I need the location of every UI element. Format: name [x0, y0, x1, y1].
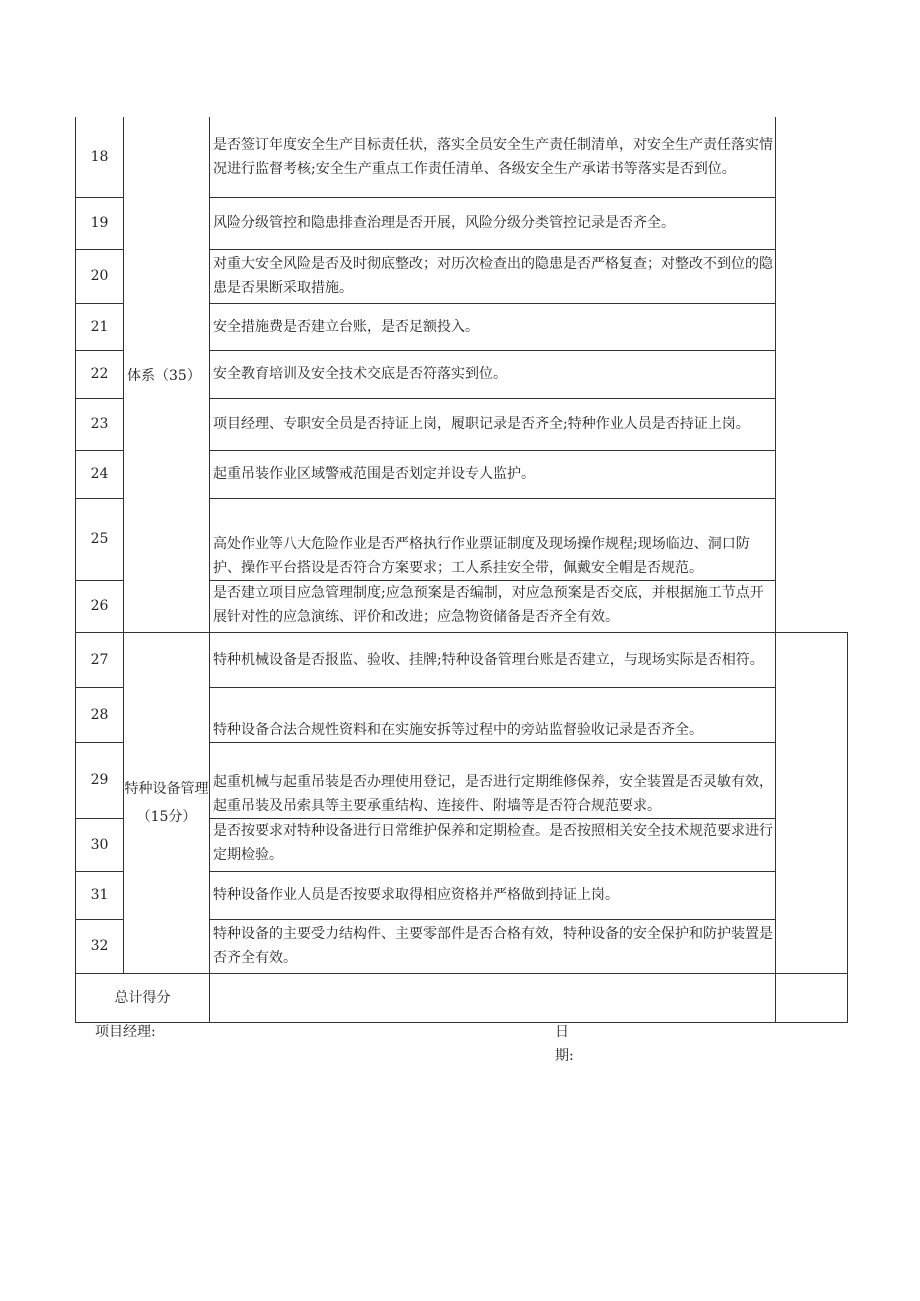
score-cell[interactable]	[776, 632, 848, 973]
check-item: 特种机械设备是否报监、验收、挂牌;特种设备管理台账是否建立，与现场实际是否相符。	[210, 632, 776, 687]
row-number: 24	[76, 450, 124, 498]
check-item: 风险分级管控和隐患排查治理是否开展，风险分级分类管控记录是否齐全。	[210, 197, 776, 249]
check-item: 项目经理、专职安全员是否持证上岗，履职记录是否齐全;特种作业人员是否持证上岗。	[210, 398, 776, 450]
total-row	[76, 973, 848, 1022]
date-label: 日期:	[555, 1024, 574, 1064]
table-row	[76, 632, 848, 687]
category-cell	[124, 117, 210, 632]
total-value-cell[interactable]	[210, 973, 776, 1022]
project-manager-label: 项目经理:	[95, 1024, 156, 1040]
row-number: 25	[76, 498, 124, 580]
row-number: 30	[76, 818, 124, 871]
check-item: 起重吊装作业区域警戒范围是否划定并设专人监护。	[210, 450, 776, 498]
category-label: 体系（35）	[127, 368, 201, 385]
inspection-table	[75, 117, 848, 1023]
row-number: 18	[76, 117, 124, 197]
check-item: 起重机械与起重吊装是否办理使用登记，是否进行定期维修保养，安全装置是否灵敏有效，起重吊装及吊索具等主要承重结构、连接件、附墙等是否符合规范要求。	[210, 742, 776, 818]
check-item: 高处作业等八大危险作业是否严格执行作业票证制度及现场操作规程;现场临边、洞口防护、操作平台搭设是否符合方案要求；工人系挂安全带，佩戴安全帽是否规范。	[210, 498, 776, 580]
check-item: 对重大安全风险是否及时彻底整改；对历次检查出的隐患是否严格复查；对整改不到位的隐患是否果断采取措施。	[210, 249, 776, 303]
row-number: 28	[76, 687, 124, 742]
row-number: 23	[76, 398, 124, 450]
score-cell[interactable]	[776, 117, 848, 632]
row-number: 29	[76, 742, 124, 818]
row-number: 21	[76, 303, 124, 350]
row-number: 19	[76, 197, 124, 249]
check-item: 安全措施费是否建立台账，是否足额投入。	[210, 303, 776, 350]
check-item: 是否按要求对特种设备进行日常维护保养和定期检查。是否按照相关安全技术规范要求进行定期检验。	[210, 818, 776, 871]
category-cell	[124, 632, 210, 973]
row-number: 31	[76, 871, 124, 919]
total-label: 总计得分	[76, 973, 210, 1022]
row-number: 20	[76, 249, 124, 303]
row-number: 22	[76, 350, 124, 398]
check-item: 特种设备的主要受力结构件、主要零部件是否合格有效，特种设备的安全保护和防护装置是否齐全有效。	[210, 919, 776, 973]
row-number: 32	[76, 919, 124, 973]
table-row	[76, 117, 848, 197]
total-score-cell[interactable]	[776, 973, 848, 1022]
check-item: 是否签订年度安全生产目标责任状，落实全员安全生产责任制清单，对安全生产责任落实情况进行监督考核;安全生产重点工作责任清单、各级安全生产承诺书等落实是否到位。	[210, 117, 776, 197]
check-item: 特种设备作业人员是否按要求取得相应资格并严格做到持证上岗。	[210, 871, 776, 919]
check-item: 特种设备合法合规性资料和在实施安拆等过程中的旁站监督验收记录是否齐全。	[210, 687, 776, 742]
check-item: 是否建立项目应急管理制度;应急预案是否编制，对应急预案是否交底，并根据施工节点开展针对性的应急演练、评价和改进；应急物资储备是否齐全有效。	[210, 580, 776, 632]
category-label: 特种设备管理（15分）	[124, 780, 209, 825]
row-number: 26	[76, 580, 124, 632]
check-item: 安全教育培训及安全技术交底是否符落实到位。	[210, 350, 776, 398]
row-number: 27	[76, 632, 124, 687]
